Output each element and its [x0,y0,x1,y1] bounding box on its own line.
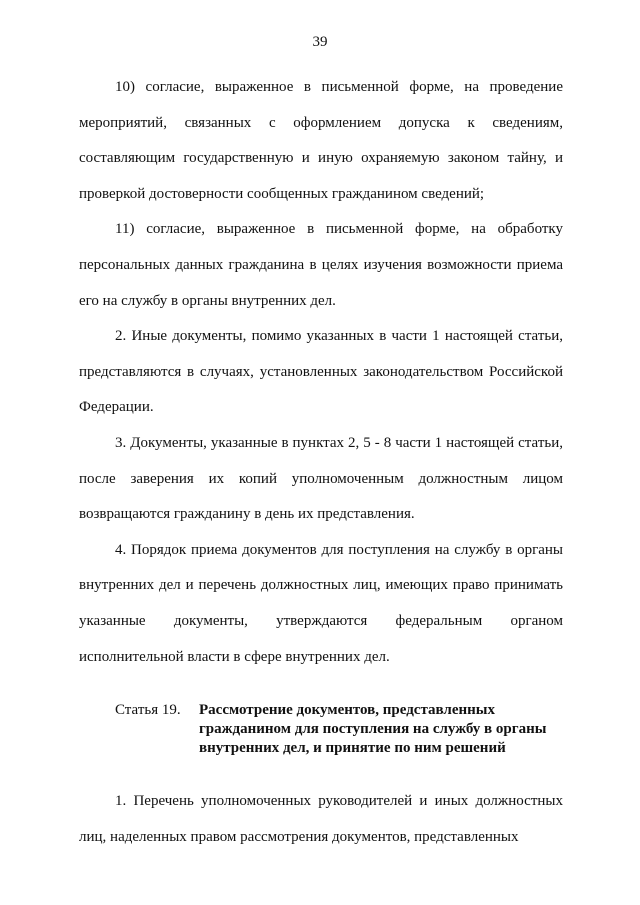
paragraph-item-10: 10) согласие, выраженное в письменной форме, на проведение мероприятий, связанных с оформлением допуска к сведениям, составляющим государственную и иную охраняемую законом тайну, и проверкой достоверности сообщенных гражданином сведений; [79,79,563,202]
paragraph-part-3: 3. Документы, указанные в пунктах 2, 5 - 8 части 1 настоящей статьи, после заверения их копий уполномоченным должностным лицом возвращаются гражданину в день их представления. [79,434,563,523]
document-body [79,70,563,855]
paragraph-part-2: 2. Иные документы, помимо указанных в части 1 настоящей статьи, представляются в случаях, установленных законодательством Российской Федерации. [79,328,563,416]
article-heading [79,701,563,758]
article-title: Рассмотрение документов, представленных гражданином для поступления на службу в органы внутренних дел, и принятие по ним решений [199,702,547,757]
paragraph-article19-part-1: 1. Перечень уполномоченных руководителей и иных должностных лиц, наделенных правом рассмотрения документов, представленных [79,793,563,845]
paragraph-item-11: 11) согласие, выраженное в письменной форме, на обработку персональных данных гражданина в целях изучения возможности приема его на службу в органы внутренних дел. [79,221,563,309]
article-label: Статья 19. [115,702,181,719]
paragraph-part-4: 4. Порядок приема документов для поступления на службу в органы внутренних дел и перечень должностных лиц, имеющих право принимать указанные документы, утверждаются федеральным органом исполнительной власти в сфере внутренних дел. [79,541,563,665]
page-number: 39 [312,34,328,50]
